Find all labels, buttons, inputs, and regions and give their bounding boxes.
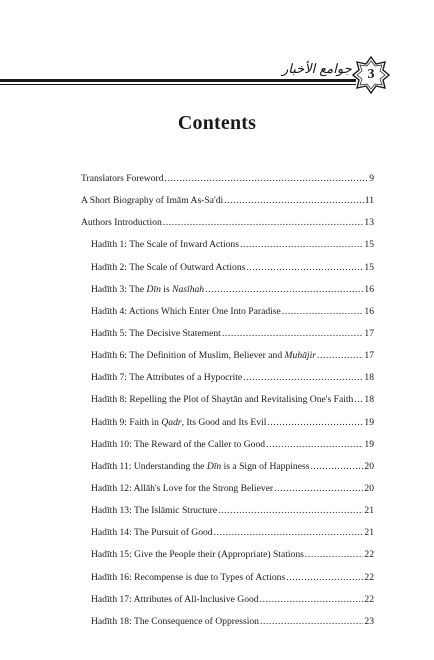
toc-page-number: 22 [364, 549, 374, 561]
toc-entry-title: Hadīth 18: The Consequence of Oppression [91, 615, 259, 627]
toc-page-number: 23 [364, 615, 374, 627]
leader-dots [240, 239, 363, 250]
toc-entry-title: Hadīth 3: The Dīn is Nasīhah [91, 283, 205, 295]
toc-entry [81, 217, 374, 239]
toc-entry-title: Translators Foreword [81, 173, 164, 184]
leader-dots [165, 173, 369, 184]
page-number-badge [352, 56, 390, 94]
toc-page-number: 18 [364, 394, 374, 406]
leader-dots [260, 616, 363, 627]
toc-page-number: 18 [364, 372, 374, 384]
toc-page-number: 20 [364, 460, 374, 472]
header-rule [0, 79, 356, 82]
leader-dots [305, 549, 364, 560]
leader-dots [310, 461, 363, 472]
toc-entry [81, 572, 374, 594]
toc-entry-title: Hadīth 8: Repelling the Plot of Shaytān and Revitalising One's Faith [91, 394, 354, 406]
toc-entry [81, 394, 374, 416]
toc-entry [81, 328, 374, 350]
toc-page-number: 22 [364, 593, 374, 605]
toc-entry [81, 417, 374, 439]
leader-dots [222, 328, 364, 339]
toc-entry [81, 594, 374, 616]
toc-entry [81, 461, 374, 483]
toc-page-number: 19 [364, 438, 374, 450]
page-title: Contents [177, 112, 257, 134]
toc-entry-title: Hadīth 11: Understanding the Dīn is a Sign of Happiness [91, 460, 310, 472]
toc-page-number: 17 [364, 350, 374, 362]
leader-dots [218, 505, 363, 516]
toc-entry [81, 239, 374, 261]
toc-entry [81, 527, 374, 549]
leader-dots [282, 306, 364, 317]
toc-entry-title: Hadīth 4: Actions Which Enter One Into Paradise [91, 305, 281, 317]
page-header [0, 0, 434, 100]
toc-entry-title: Hadīth 9: Faith in Qadr, Its Good and Its Evil [91, 416, 267, 428]
toc-page-number: 9 [369, 173, 374, 184]
leader-dots [267, 417, 363, 428]
toc-entry [81, 372, 374, 394]
page-number: 3 [367, 67, 375, 82]
toc-entry-title: Authors Introduction [81, 217, 162, 229]
leader-dots [224, 195, 364, 206]
toc-entry [81, 439, 374, 461]
toc-page-number: 13 [364, 217, 374, 229]
toc-entry-title: Hadīth 1: The Scale of Inward Actions [91, 239, 239, 251]
leader-dots [205, 284, 363, 295]
leader-dots [243, 372, 363, 383]
leader-dots [246, 262, 363, 273]
toc-page-number: 21 [364, 527, 374, 539]
toc-entry [81, 262, 374, 284]
toc-entry-title: Hadīth 12: Allāh's Love for the Strong Believer [91, 482, 274, 494]
leader-dots [354, 394, 363, 405]
toc-page-number: 15 [364, 239, 374, 251]
leader-dots [214, 527, 364, 538]
toc-entry [81, 549, 374, 571]
toc-entry [81, 284, 374, 306]
leader-dots [260, 594, 364, 605]
leader-dots [317, 350, 363, 361]
leader-dots [274, 483, 363, 494]
toc-page-number: 16 [364, 305, 374, 317]
toc-page-number: 17 [364, 327, 374, 339]
leader-dots [163, 217, 364, 228]
toc-entry-title: Hadīth 16: Recompense is due to Types of Actions [91, 571, 286, 583]
toc-entry-title: Hadīth 14: The Pursuit of Good [91, 527, 213, 539]
toc-page-number: 19 [364, 416, 374, 428]
toc-entry-title: Hadīth 10: The Reward of the Caller to Good [91, 438, 266, 450]
toc-page-number: 20 [364, 482, 374, 494]
leader-dots [286, 572, 363, 583]
toc-page-number: 21 [364, 505, 374, 517]
arabic-book-title: جوامع الأخبار [282, 62, 352, 77]
toc-entry [81, 306, 374, 328]
toc-entry-title: Hadīth 2: The Scale of Outward Actions [91, 261, 246, 273]
header-rule-thin [0, 84, 356, 85]
toc-entry [81, 350, 374, 372]
toc-page-number: 15 [364, 261, 374, 273]
toc-entry [81, 483, 374, 505]
toc-entry-title: Hadīth 17: Attributes of All-Inclusive Good [91, 593, 259, 605]
table-of-contents [81, 173, 374, 638]
toc-entry [81, 505, 374, 527]
toc-entry-title: Hadīth 15: Give the People their (Appropriate) Stations [91, 549, 304, 561]
toc-page-number: 16 [364, 283, 374, 295]
toc-entry-title: Hadīth 6: The Definition of Muslim, Believer and Muhājir [91, 350, 316, 362]
toc-entry-title: Hadīth 13: The Islāmic Structure [91, 505, 218, 517]
toc-entry [81, 616, 374, 638]
toc-page-number: 22 [364, 571, 374, 583]
toc-entry [81, 173, 374, 195]
toc-entry-title: A Short Biography of Imām As-Sa'di [81, 195, 224, 207]
toc-entry-title: Hadīth 7: The Attributes of a Hypocrite [91, 372, 243, 384]
leader-dots [266, 439, 363, 450]
toc-entry [81, 195, 374, 217]
toc-page-number: 11 [364, 195, 374, 207]
toc-entry-title: Hadīth 5: The Decisive Statement [91, 327, 221, 339]
